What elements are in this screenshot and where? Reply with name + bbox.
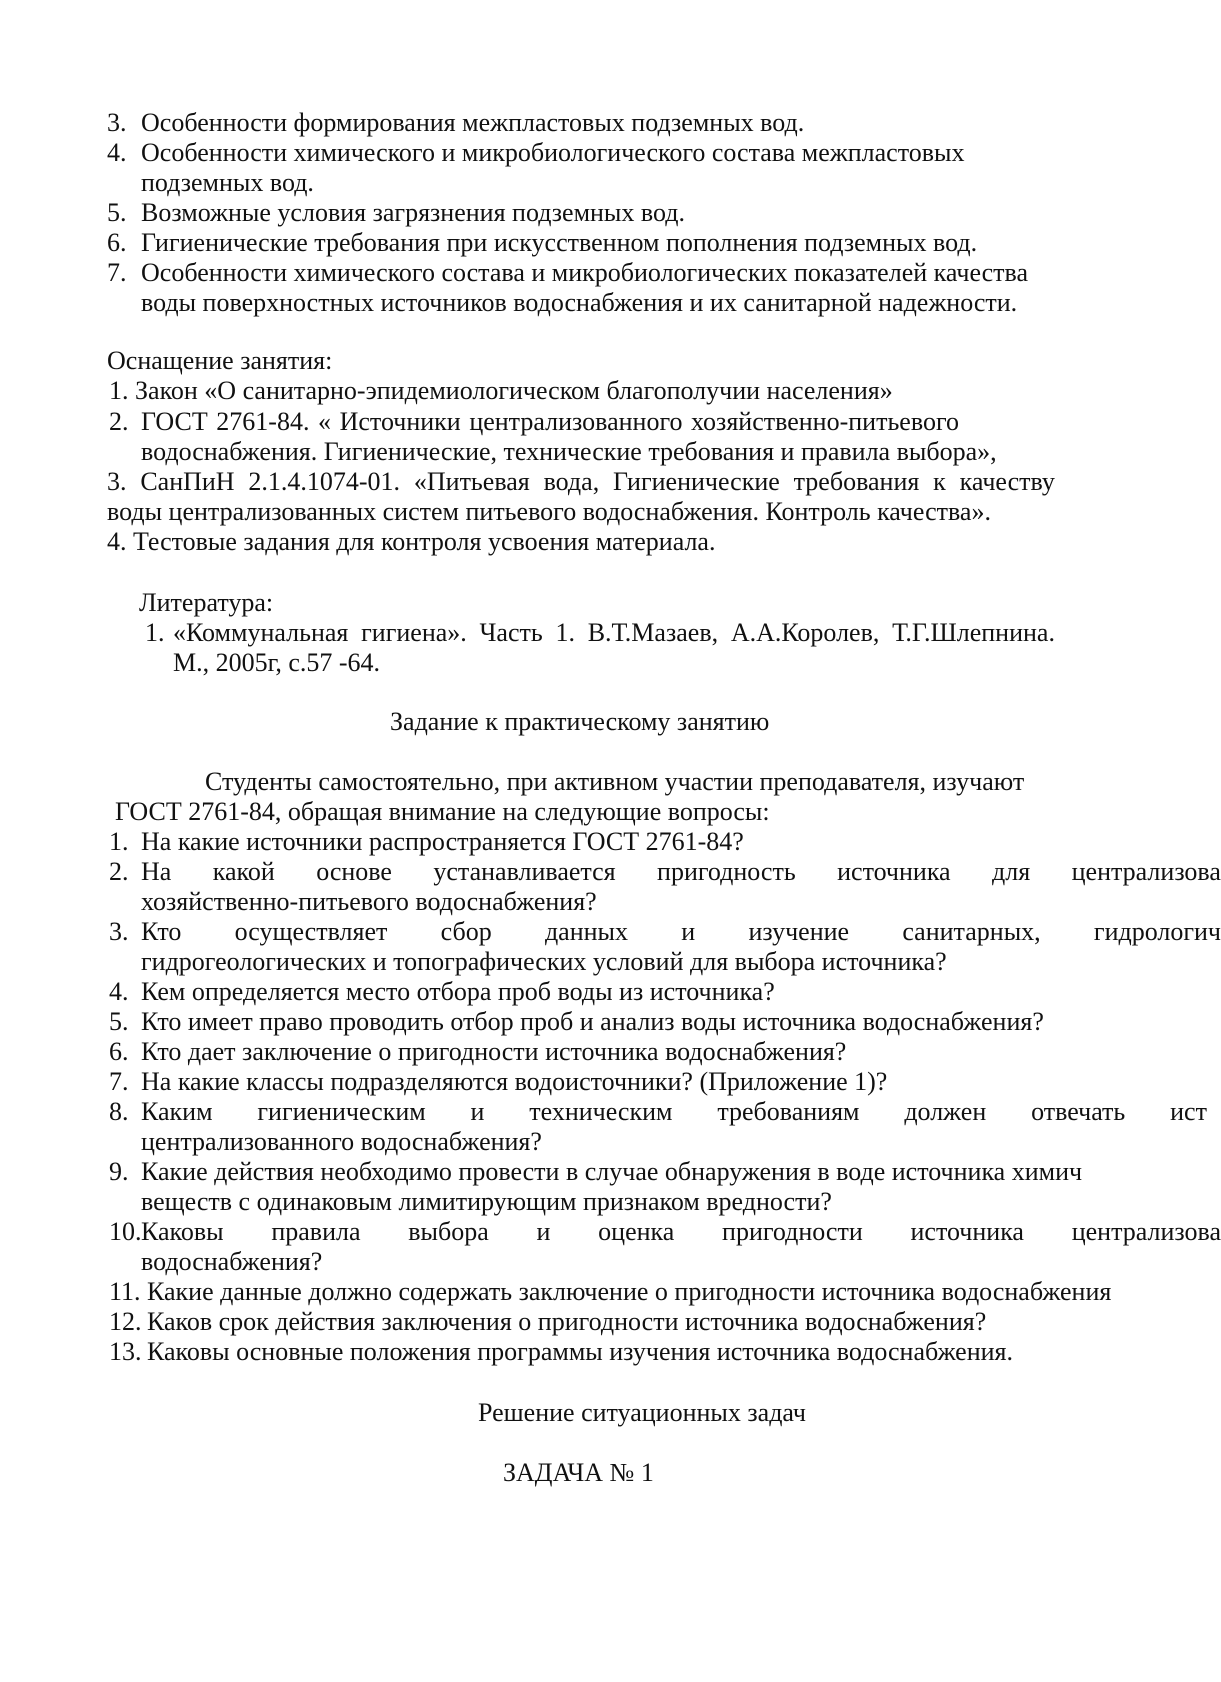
word: техническим: [529, 1097, 673, 1126]
question-number: 5.: [109, 1007, 129, 1036]
topic-number: 5.: [107, 198, 127, 227]
word: пригодности: [722, 1217, 863, 1246]
topic-text: Особенности формирования межпластовых подземных вод.: [141, 108, 805, 137]
word: ист: [1170, 1097, 1207, 1126]
equipment-item-line: [107, 466, 1055, 498]
word: «Питьевая: [413, 467, 530, 496]
word: 2761-84.: [216, 407, 310, 436]
word: «: [318, 407, 332, 436]
word: изучение: [748, 917, 850, 946]
word: В.Т.Мазаев,: [587, 618, 719, 647]
question-number: 8.: [109, 1097, 129, 1126]
question-text: гидрогеологических и топографических условий для выбора источника?: [141, 947, 947, 976]
topic-text: воды поверхностных источников водоснабжения и их санитарной надежности.: [141, 288, 1018, 317]
question-number: 1.: [109, 827, 129, 856]
equipment-item: 1. Закон «О санитарно-эпидемиологическом благополучии населения»: [109, 376, 893, 405]
word: источника: [837, 857, 951, 886]
word: должен: [904, 1097, 987, 1126]
word: оценка: [598, 1217, 675, 1246]
word: вода,: [543, 467, 600, 496]
word: выбора: [408, 1217, 489, 1246]
question-text: Кто дает заключение о пригодности источника водоснабжения?: [141, 1037, 847, 1066]
question-number: 12.: [109, 1307, 142, 1336]
question-text: Какие данные должно содержать заключение о пригодности источника водоснабжения: [147, 1277, 1112, 1306]
word: Гигиенические: [613, 467, 780, 496]
question-text: Кто имеет право проводить отбор проб и анализ воды источника водоснабжения?: [141, 1007, 1044, 1036]
literature-heading: Литература:: [139, 588, 274, 617]
equipment-item-line: водоснабжения. Гигиенические, технические требования и правила выбора»,: [141, 437, 997, 466]
topic-number: 4.: [107, 138, 127, 167]
word: к: [933, 467, 946, 496]
word: гидрологич: [1093, 917, 1221, 946]
literature-item-line: [173, 617, 1055, 649]
question-number: 6.: [109, 1037, 129, 1066]
word: какой: [212, 857, 275, 886]
question-text: веществ с одинаковым лимитирующим признаком вредности?: [141, 1187, 832, 1216]
topic-text: подземных вод.: [141, 168, 314, 197]
task-number: ЗАДАЧА № 1: [503, 1458, 654, 1487]
question-text: Какие действия необходимо провести в случае обнаружения в воде источника химич: [141, 1157, 1083, 1186]
word: и: [681, 917, 696, 946]
question-text: На какие классы подразделяются водоисточники? (Приложение 1)?: [141, 1067, 888, 1096]
word: санитарных,: [902, 917, 1041, 946]
word: осуществляет: [234, 917, 388, 946]
intro-text: ГОСТ 2761-84, обращая внимание на следующие вопросы:: [115, 797, 770, 826]
equipment-item-line: [141, 406, 959, 438]
question-number: 4.: [109, 977, 129, 1006]
question-number: 3.: [109, 917, 129, 946]
question-number: 7.: [109, 1067, 129, 1096]
word: «Коммунальная: [173, 618, 349, 647]
word: правила: [271, 1217, 361, 1246]
word: Кто: [141, 917, 182, 946]
question-text: Кем определяется место отбора проб воды из источника?: [141, 977, 775, 1006]
task-heading: Задание к практическому занятию: [390, 707, 770, 736]
question-number: 10.: [109, 1217, 142, 1246]
question-text: централизованного водоснабжения?: [141, 1127, 542, 1156]
word: основе: [316, 857, 392, 886]
word: сбор: [440, 917, 492, 946]
word: ГОСТ: [141, 407, 208, 436]
word: для: [992, 857, 1031, 886]
topic-number: 3.: [107, 108, 127, 137]
question-text: водоснабжения?: [141, 1247, 323, 1276]
word: гигиена».: [361, 618, 467, 647]
question-text: [141, 1216, 1221, 1248]
question-text: [141, 1096, 1207, 1128]
word: устанавливается: [433, 857, 616, 886]
word: Каким: [141, 1097, 213, 1126]
word: требования: [793, 467, 920, 496]
word: данных: [544, 917, 629, 946]
word: хозяйственно-питьевого: [691, 407, 959, 436]
word: А.А.Королев,: [730, 618, 880, 647]
topic-text: Особенности химического состава и микробиологических показателей качества: [141, 258, 1029, 287]
situational-heading: Решение ситуационных задач: [478, 1398, 806, 1427]
word: централизова: [1071, 857, 1221, 886]
word: СанПиН: [140, 467, 235, 496]
literature-item-line: М., 2005г, с.57 -64.: [173, 648, 381, 677]
word: 2.1.4.1074-01.: [248, 467, 401, 496]
question-text: Каков срок действия заключения о пригодности источника водоснабжения?: [147, 1307, 987, 1336]
word: и: [536, 1217, 551, 1246]
topic-number: 7.: [107, 258, 127, 287]
word: пригодность: [657, 857, 796, 886]
word: гигиеническим: [257, 1097, 426, 1126]
equipment-item: 4. Тестовые задания для контроля усвоения материала.: [107, 527, 716, 556]
question-text: На какие источники распространяется ГОСТ 2761-84?: [141, 827, 744, 856]
word: 1.: [555, 618, 575, 647]
word: централизова: [1071, 1217, 1221, 1246]
question-number: 2.: [109, 857, 129, 886]
word: Источники: [339, 407, 461, 436]
literature-number: 1.: [145, 618, 165, 647]
topic-number: 6.: [107, 228, 127, 257]
word: источника: [910, 1217, 1024, 1246]
question-text: [141, 856, 1221, 888]
word: Каковы: [141, 1217, 224, 1246]
equipment-heading: Оснащение занятия:: [107, 346, 333, 375]
question-text: [141, 916, 1221, 948]
word: Т.Г.Шлепнина.: [892, 618, 1055, 647]
word: требованиям: [717, 1097, 860, 1126]
equipment-item-line: воды централизованных систем питьевого водоснабжения. Контроль качества».: [107, 497, 991, 526]
word: На: [141, 857, 172, 886]
word: качеству: [959, 467, 1055, 496]
word: Часть: [479, 618, 543, 647]
topic-text: Возможные условия загрязнения подземных вод.: [141, 198, 685, 227]
word: и: [470, 1097, 485, 1126]
topic-text: Особенности химического и микробиологического состава межпластовых: [141, 138, 965, 167]
intro-text: Студенты самостоятельно, при активном участии преподавателя, изучают: [205, 767, 1025, 796]
question-text: хозяйственно-питьевого водоснабжения?: [141, 887, 597, 916]
word: централизованного: [469, 407, 683, 436]
question-number: 9.: [109, 1157, 129, 1186]
word: отвечать: [1031, 1097, 1126, 1126]
question-text: Каковы основные положения программы изучения источника водоснабжения.: [147, 1337, 1014, 1366]
word: 3.: [107, 467, 127, 496]
topic-text: Гигиенические требования при искусственном пополнения подземных вод.: [141, 228, 978, 257]
question-number: 13.: [109, 1337, 142, 1366]
question-number: 11.: [109, 1277, 141, 1306]
equipment-number: 2.: [109, 407, 129, 436]
